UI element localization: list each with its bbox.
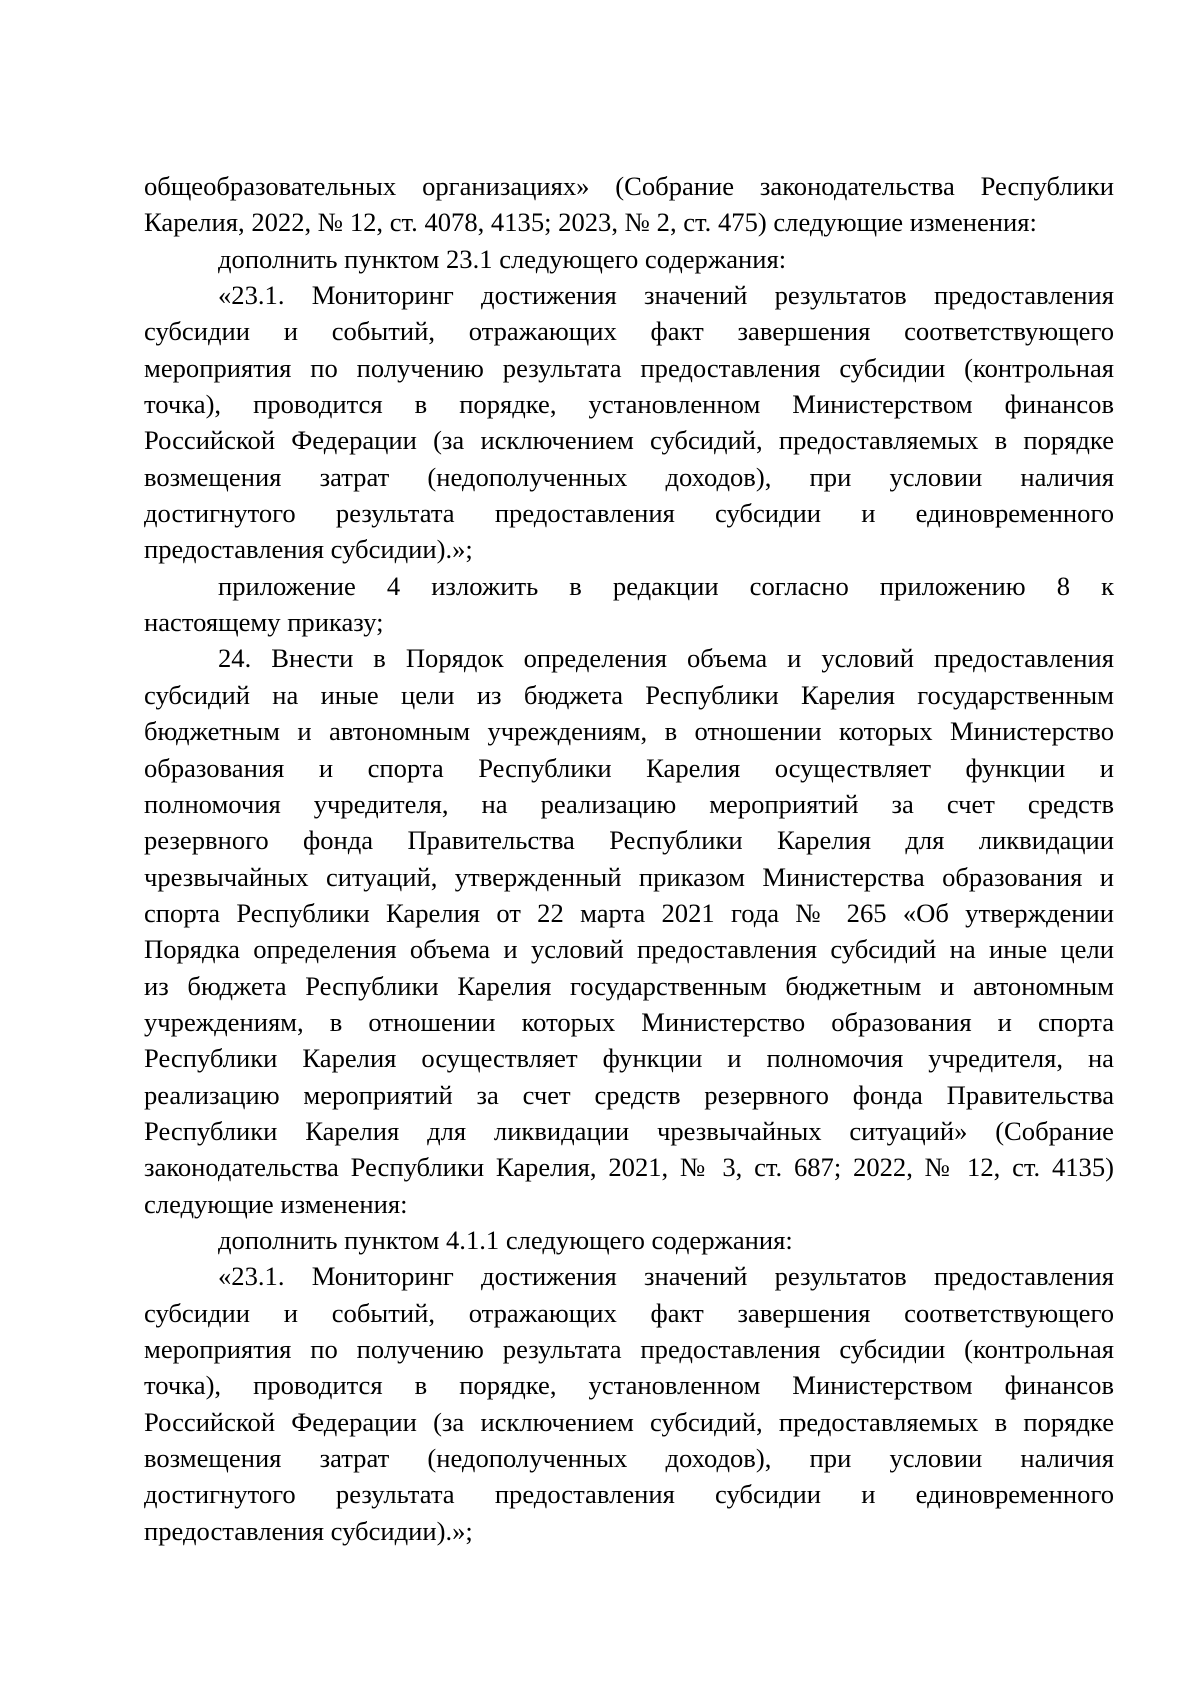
- document-paragraph: [144, 1258, 1114, 1549]
- document-paragraph: [144, 568, 1114, 641]
- paragraph-line: законодательства Республики Карелия, 2021, № 3, ст. 687; 2022, № 12, ст. 4135): [144, 1152, 1114, 1183]
- paragraph-line: Российской Федерации (за исключением субсидий, предоставляемых в порядке: [144, 425, 1114, 456]
- paragraph-line: общеобразовательных организациях» (Собрание законодательства Республики: [144, 171, 1114, 201]
- paragraph-line: точка), проводится в порядке, установленном Министерством финансов: [144, 389, 1114, 420]
- paragraph-line: Российской Федерации (за исключением субсидий, предоставляемых в порядке: [144, 1406, 1114, 1437]
- paragraph-line: из бюджета Республики Карелия государственным бюджетным и автономным: [144, 970, 1114, 1001]
- paragraph-line: приложение 4 изложить в редакции согласно приложению 8 к: [218, 570, 1114, 601]
- document-paragraph: [144, 168, 1114, 241]
- paragraph-line: дополнить пунктом 23.1 следующего содержания:: [218, 243, 787, 274]
- paragraph-line: достигнутого результата предоставления субсидии и единовременного: [144, 1479, 1114, 1510]
- paragraph-line: возмещения затрат (недополученных доходов), при условии наличия: [144, 461, 1114, 492]
- paragraph-line: предоставления субсидии).»;: [144, 534, 473, 565]
- paragraph-line: полномочия учредителя, на реализацию мероприятий за счет средств: [144, 788, 1114, 819]
- paragraph-line: учреждениям, в отношении которых Министерство образования и спорта: [144, 1006, 1114, 1037]
- paragraph-line: мероприятия по получению результата предоставления субсидии (контрольная: [144, 1334, 1114, 1364]
- paragraph-line: «23.1. Мониторинг достижения значений результатов предоставления: [218, 1261, 1114, 1292]
- paragraph-line: резервного фонда Правительства Республики Карелия для ликвидации: [144, 825, 1114, 856]
- paragraph-line: 24. Внести в Порядок определения объема и условий предоставления: [218, 643, 1114, 674]
- document-page: [144, 168, 1114, 1549]
- paragraph-line: Карелия, 2022, № 12, ст. 4078, 4135; 2023, № 2, ст. 475) следующие изменения:: [144, 207, 1037, 238]
- paragraph-line: спорта Республики Карелия от 22 марта 2021 года № 265 «Об утверждении: [144, 897, 1114, 928]
- paragraph-line: возмещения затрат (недополученных доходов), при условии наличия: [144, 1443, 1114, 1474]
- paragraph-line: субсидии и событий, отражающих факт завершения соответствующего: [144, 1297, 1114, 1328]
- paragraph-line: достигнутого результата предоставления субсидии и единовременного: [144, 498, 1114, 529]
- paragraph-line: Республики Карелия для ликвидации чрезвычайных ситуаций» (Собрание: [144, 1115, 1114, 1146]
- document-paragraph: [144, 241, 1114, 277]
- paragraph-line: дополнить пунктом 4.1.1 следующего содержания:: [218, 1224, 793, 1255]
- paragraph-line: Республики Карелия осуществляет функции и полномочия учредителя, на: [144, 1043, 1114, 1074]
- paragraph-line: точка), проводится в порядке, установленном Министерством финансов: [144, 1370, 1114, 1401]
- paragraph-line: субсидий на иные цели из бюджета Республики Карелия государственным: [144, 679, 1114, 710]
- paragraph-line: «23.1. Мониторинг достижения значений результатов предоставления: [218, 280, 1114, 311]
- paragraph-line: мероприятия по получению результата предоставления субсидии (контрольная: [144, 352, 1114, 383]
- paragraph-line: предоставления субсидии).»;: [144, 1515, 473, 1546]
- paragraph-line: настоящему приказу;: [144, 607, 384, 638]
- paragraph-line: Порядка определения объема и условий предоставления субсидий на иные цели: [144, 934, 1114, 965]
- document-paragraph: [144, 277, 1114, 568]
- paragraph-line: образования и спорта Республики Карелия осуществляет функции и: [144, 752, 1114, 783]
- paragraph-line: реализацию мероприятий за счет средств резервного фонда Правительства: [144, 1079, 1114, 1110]
- document-paragraph: [144, 1222, 1114, 1258]
- paragraph-line: чрезвычайных ситуаций, утвержденный приказом Министерства образования и: [144, 861, 1114, 892]
- paragraph-line: субсидии и событий, отражающих факт завершения соответствующего: [144, 316, 1114, 347]
- paragraph-line: следующие изменения:: [144, 1188, 408, 1219]
- document-paragraph: [144, 640, 1114, 1222]
- paragraph-line: бюджетным и автономным учреждениям, в отношении которых Министерство: [144, 716, 1114, 747]
